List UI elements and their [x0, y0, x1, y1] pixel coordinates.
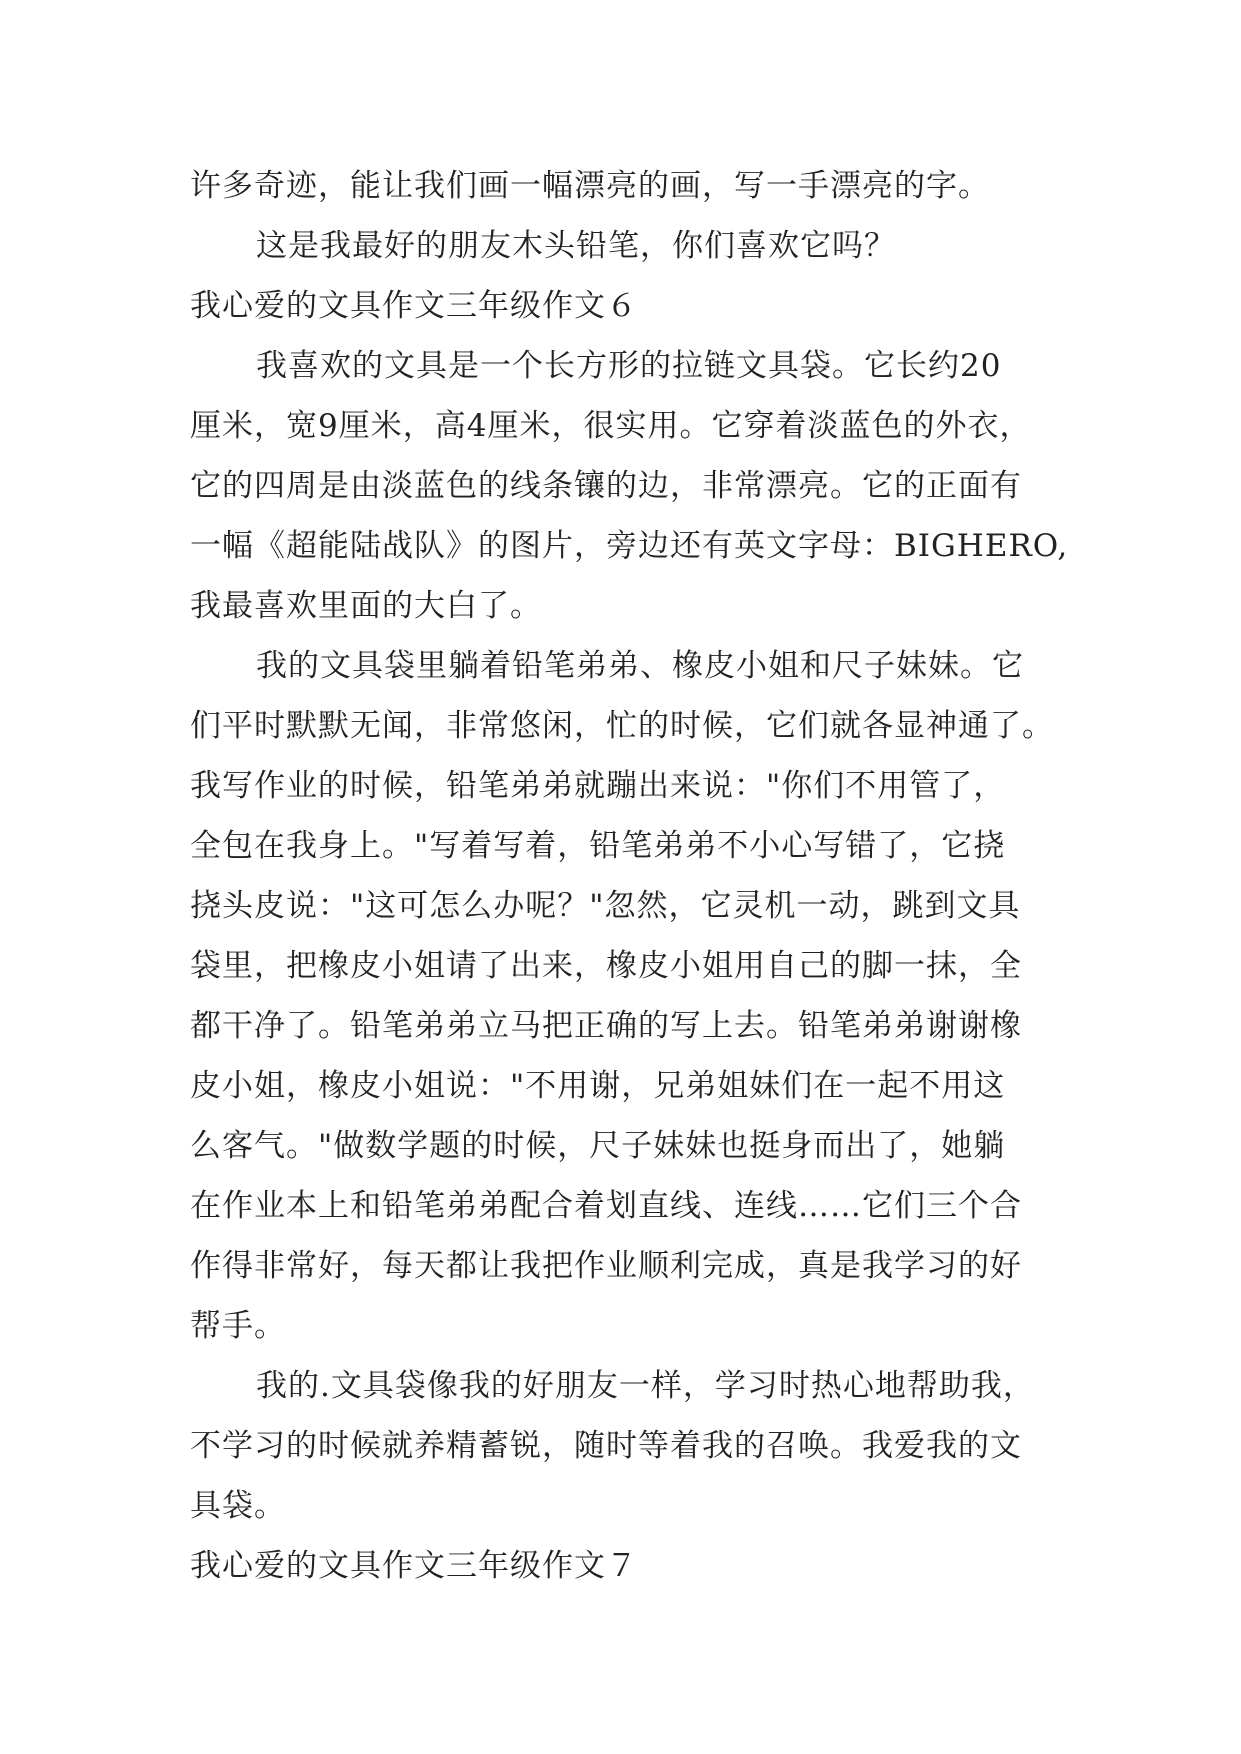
text-line: 厘米，宽9厘米，高4厘米，很实用。它穿着淡蓝色的外衣，: [190, 408, 1032, 444]
text-line: 挠头皮说："这可怎么办呢？"忽然，它灵机一动，跳到文具: [190, 888, 1021, 924]
text-line: 这是我最好的朋友木头铅笔，你们喜欢它吗？: [256, 228, 896, 264]
text-line: 具袋。: [190, 1488, 286, 1524]
text-line: 不学习的时候就养精蓄锐，随时等着我的召唤。我爱我的文: [190, 1428, 1022, 1464]
text-line: 一幅《超能陆战队》的图片，旁边还有英文字母：BIGHERO,: [190, 528, 1069, 564]
text-line: 们平时默默无闻，非常悠闲，忙的时候，它们就各显神通了。: [190, 708, 1054, 744]
section-heading: 我心爱的文具作文三年级作文７: [190, 1548, 638, 1584]
text-line: 我喜欢的文具是一个长方形的拉链文具袋。它长约20: [256, 348, 1002, 384]
text-line: 我写作业的时候，铅笔弟弟就蹦出来说："你们不用管了，: [190, 768, 1006, 804]
text-line: 我最喜欢里面的大白了。: [190, 588, 542, 624]
text-line: 我的文具袋里躺着铅笔弟弟、橡皮小姐和尺子妹妹。它: [256, 648, 1024, 684]
section-heading: 我心爱的文具作文三年级作文６: [190, 288, 638, 324]
text-line: 全包在我身上。"写着写着，铅笔弟弟不小心写错了，它挠: [190, 828, 1006, 864]
text-line: 皮小姐，橡皮小姐说："不用谢，兄弟姐妹们在一起不用这: [190, 1068, 1006, 1104]
text-line: 帮手。: [190, 1308, 286, 1344]
text-line: 袋里，把橡皮小姐请了出来，橡皮小姐用自己的脚一抹，全: [190, 948, 1022, 984]
text-line: 它的四周是由淡蓝色的线条镶的边，非常漂亮。它的正面有: [190, 468, 1022, 504]
text-line: 都干净了。铅笔弟弟立马把正确的写上去。铅笔弟弟谢谢橡: [190, 1008, 1022, 1044]
text-line: 在作业本上和铅笔弟弟配合着划直线、连线……它们三个合: [190, 1188, 1022, 1224]
text-line: 许多奇迹，能让我们画一幅漂亮的画，写一手漂亮的字。: [190, 168, 990, 204]
text-line: 我的.文具袋像我的好朋友一样，学习时热心地帮助我，: [256, 1368, 1035, 1404]
text-line: 作得非常好，每天都让我把作业顺利完成，真是我学习的好: [190, 1248, 1022, 1284]
text-line: 么客气。"做数学题的时候，尺子妹妹也挺身而出了，她躺: [190, 1128, 1006, 1164]
